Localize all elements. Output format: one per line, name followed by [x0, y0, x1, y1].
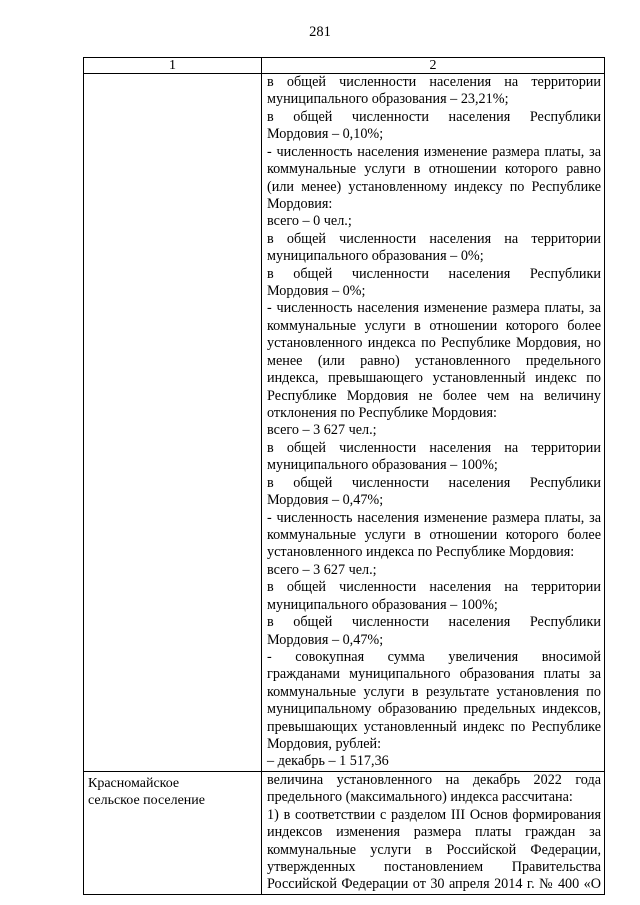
text-line: муниципального образования – 0%; — [267, 248, 484, 265]
text-line: в общей численности населения Республики — [267, 614, 601, 631]
text-line: Мордовия – 0%; — [267, 283, 366, 300]
territory-name-line: Красномайское — [88, 775, 180, 791]
text-line: коммунальные услуги в отношении которого более — [267, 317, 601, 334]
text-line: всего – 3 627 чел.; — [267, 422, 377, 439]
page-number: 281 — [309, 24, 331, 40]
text-line: установленного индекса по Республике Мордовия, но — [267, 335, 601, 352]
text-line: - численность населения изменение размера платы, за — [267, 300, 601, 317]
text-line: в общей численности населения на территории — [267, 74, 601, 90]
column-header-1: 1 — [84, 58, 262, 74]
text-line: всего – 0 чел.; — [267, 213, 352, 230]
text-line: (или менее) установленному индексу по Республике — [267, 178, 601, 195]
table-row — [84, 74, 605, 772]
text-line: муниципального образования – 100%; — [267, 457, 498, 474]
text-line: Мордовия – 0,10%; — [267, 126, 384, 143]
text-line: менее (или равно) установленного предельного — [267, 352, 601, 369]
text-line: утвержденных постановлением Правительства — [267, 858, 601, 875]
text-line: в общей численности населения на территории — [267, 230, 601, 247]
text-line: индекса, превышающего установленный индекс по — [267, 370, 601, 387]
text-line: муниципального образования – 23,21%; — [267, 91, 509, 108]
text-line: всего – 3 627 чел.; — [267, 561, 377, 578]
text-line: коммунальные услуги в отношении которого равно — [267, 161, 601, 178]
table-row — [84, 771, 605, 894]
territory-name-cell — [84, 771, 262, 894]
text-line: индексов изменения размера платы граждан за — [267, 824, 601, 841]
description-cell — [262, 74, 605, 772]
text-line: предельного (максимального) индекса рассчитана: — [267, 789, 573, 806]
column-header-2: 2 — [262, 58, 605, 74]
text-line: в общей численности населения на территории — [267, 579, 601, 596]
territory-name-line: сельское поселение — [88, 793, 205, 809]
text-line: в общей численности населения Республики — [267, 474, 601, 491]
text-line: величина установленного на декабрь 2022 года — [267, 771, 601, 788]
territory-name-cell — [84, 74, 262, 772]
text-line: в общей численности населения на территории — [267, 439, 601, 456]
text-line: Российской Федерации от 30 апреля 2014 г. № 400 «О — [267, 876, 601, 893]
text-line: муниципального образования – 100%; — [267, 596, 498, 613]
text-line: превышающих установленный индекс по Республике — [267, 718, 601, 735]
text-line: установленного индекса по Республике Мордовия: — [267, 544, 575, 561]
text-line: в общей численности населения Республики — [267, 265, 601, 282]
text-line: Мордовия – 0,47%; — [267, 492, 384, 509]
text-line: - совокупная сумма увеличения вносимой — [267, 648, 601, 665]
description-cell — [262, 771, 605, 894]
text-line: в общей численности населения Республики — [267, 108, 601, 125]
text-line: 1) в соответствии с разделом III Основ формирования — [267, 806, 601, 823]
text-line: Мордовия – 0,47%; — [267, 631, 384, 648]
text-line: гражданами муниципального образования платы за — [267, 666, 601, 683]
table-header-row — [84, 58, 605, 74]
text-line: муниципальному образованию предельных индексов, — [267, 701, 601, 718]
text-line: коммунальные услуги в отношении которого более — [267, 526, 601, 543]
text-line: - численность населения изменение размера платы, за — [267, 509, 601, 526]
text-line: Республике Мордовия не более чем на величину — [267, 387, 601, 404]
text-line: - численность населения изменение размера платы, за — [267, 143, 601, 160]
text-line: коммунальные услуги в результате установления по — [267, 683, 601, 700]
document-table — [83, 57, 605, 895]
text-line: Мордовия: — [267, 195, 333, 212]
text-line: отклонения по Республике Мордовия: — [267, 405, 497, 422]
text-line: коммунальные услуги в Российской Федерации, — [267, 841, 601, 858]
text-line: – декабрь – 1 517,36 — [267, 753, 389, 770]
text-line: Мордовия, рублей: — [267, 736, 382, 753]
